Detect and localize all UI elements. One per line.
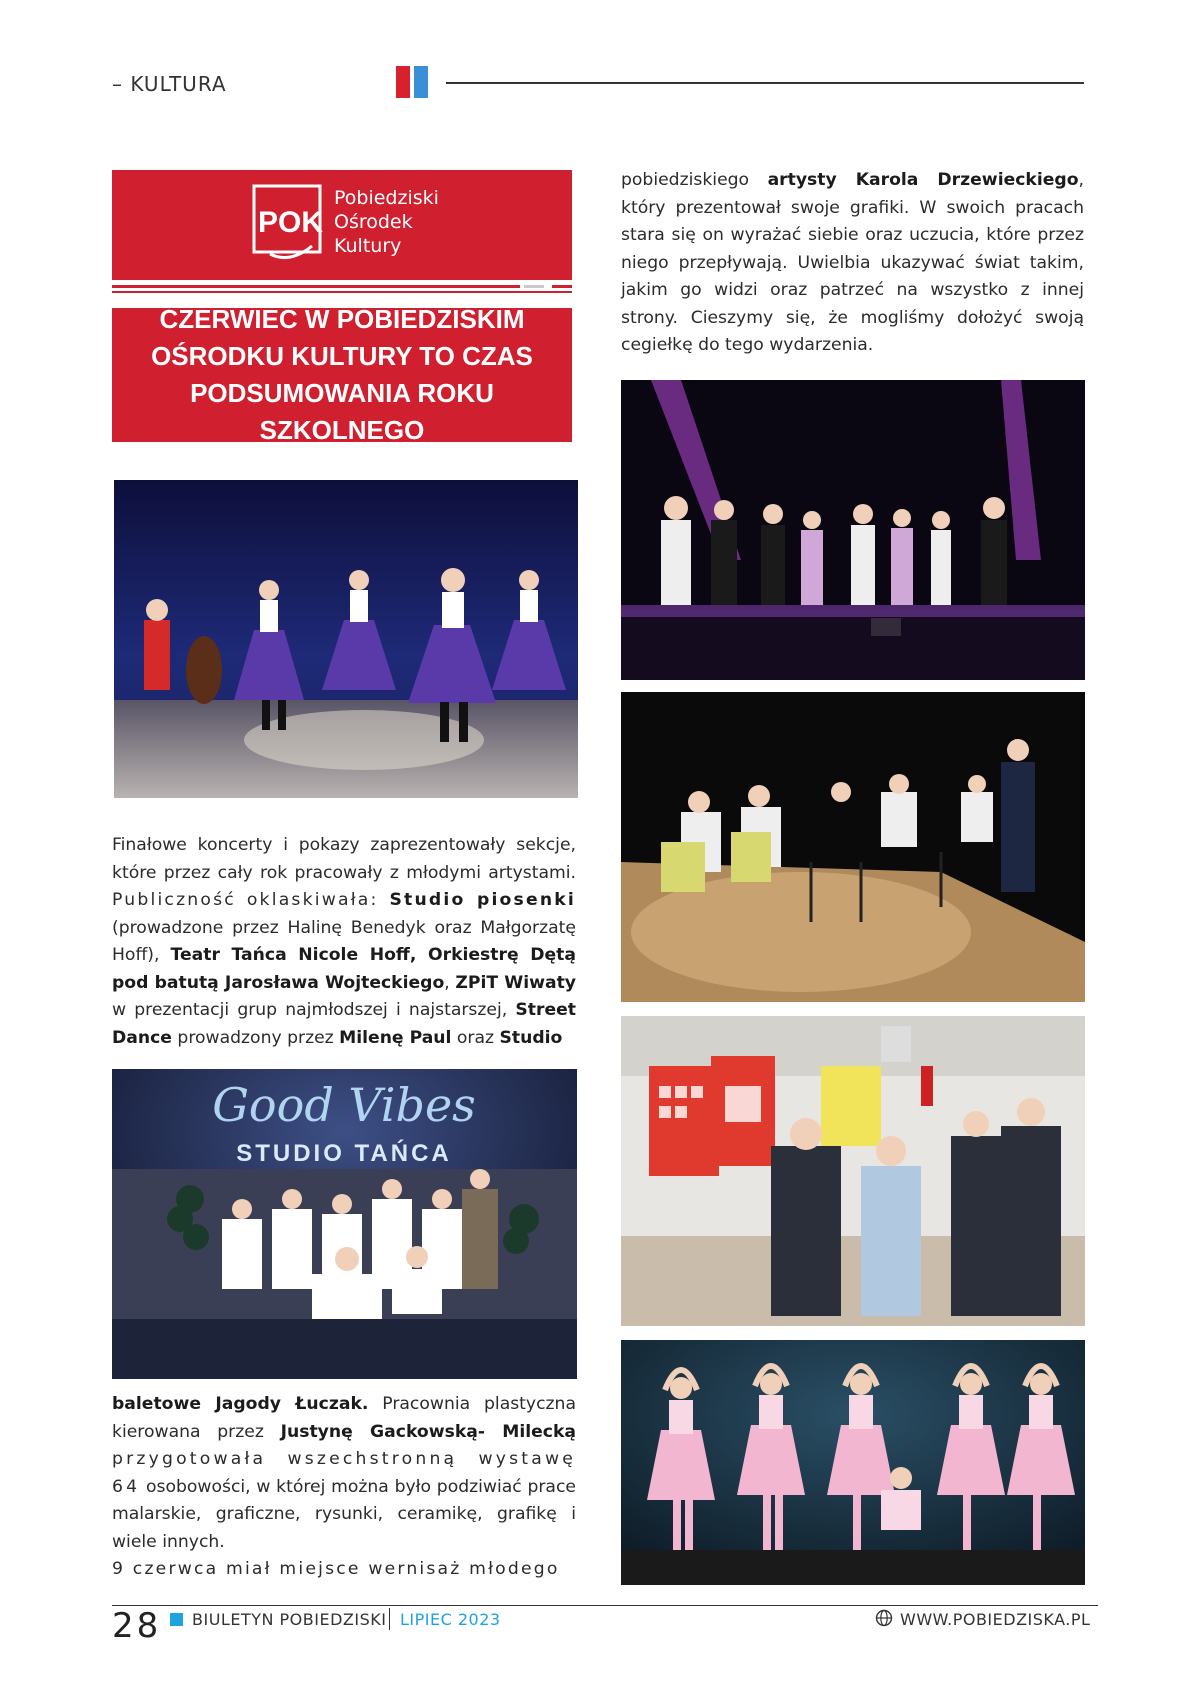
p1-milena-paul: Milenę Paul	[339, 1027, 452, 1048]
banner-good-vibes: Good Vibes	[212, 1078, 476, 1132]
logo-stripe	[112, 285, 520, 288]
p3-intro: pobiedziskiego	[621, 170, 768, 190]
p2-studio-baletowe: baletowe Jagody Łuczak.	[112, 1394, 369, 1414]
page-number: 28	[112, 1606, 162, 1646]
photo-good-vibes-studio	[112, 1069, 577, 1379]
article-paragraph-2	[112, 1391, 576, 1584]
logo-line-3: Kultury	[334, 235, 402, 257]
pok-logo-icon	[250, 182, 328, 262]
p3-body: , który prezentował swoje grafiki. W swoich pracach stara się on wyrażać siebie oraz uczucia, które przez niego przepływają. Uwielbia ukazywać świat takim, jakim go widzi oraz patrzeć na wszystko z innej strony. Cieszymy się, że mogliśmy dołożyć swoją cegiełkę do tego wydarzenia.	[621, 170, 1084, 355]
footer-separator	[389, 1608, 390, 1630]
footer-publication: BIULETYN POBIEDZISKI	[192, 1610, 387, 1629]
logo-text	[334, 186, 439, 258]
section-label: – KULTURA	[112, 72, 227, 96]
p2-pracownia: Pracownia plastyczna kierowana przez	[112, 1394, 576, 1442]
logo-line-2: Ośrodek	[334, 211, 413, 233]
logo-mark-text: POK	[258, 206, 324, 239]
header-rule	[446, 82, 1084, 84]
p1-intro: Finałowe koncerty i pokazy zaprezentowały sekcje, które przez cały rok pracowały z młodymi artystami.	[112, 835, 576, 883]
footer-rule	[112, 1605, 1098, 1606]
footer-issue: LIPIEC 2023	[400, 1610, 501, 1629]
p1-teatr-orkiestra: Teatr Tańca Nicole Hoff, Orkiestrę Dętą pod batutą Jarosława Wojteckiego	[112, 945, 576, 993]
p1-street-dance: Street Dance	[112, 1000, 576, 1048]
title-line-2: OŚRODKU KULTURY TO CZAS	[151, 341, 533, 371]
photo-ballet	[621, 1340, 1085, 1585]
p2-osobowosci: osobowości, w której można było podziwiać prace malarskie, graficzne, rysunki, ceramikę, grafikę i wiele innych.	[112, 1476, 576, 1552]
globe-icon	[875, 1609, 893, 1627]
p2-wystawa: przygotowała wszechstronną wystawę 64	[112, 1449, 576, 1497]
title-line-3: PODSUMOWANIA ROKU SZKOLNEGO	[190, 378, 494, 445]
logo-stripe-thin	[112, 291, 572, 293]
p1-groups: w prezentacji grup najmłodszej i najstarszej,	[112, 1000, 516, 1020]
logo-line-1: Pobiedziski	[334, 187, 439, 209]
article-paragraph-3	[621, 167, 1084, 360]
photo-stage-choir	[621, 380, 1085, 680]
flag-red-bar	[396, 66, 410, 98]
footer-blue-square	[170, 1613, 183, 1626]
p3-karol: artysty Karola Drzewieckiego	[767, 170, 1079, 190]
p1-leaders: (prowadzone przez Halinę Benedyk oraz Małgorzatę Hoff),	[112, 917, 576, 965]
p1-studio: Studio	[499, 1027, 563, 1048]
article-title	[112, 304, 572, 445]
p1-studio-piosenki: Studio piosenki	[389, 890, 576, 910]
photo-orchestra	[621, 692, 1085, 1002]
title-line-1: CZERWIEC W POBIEDZISKIM	[159, 304, 525, 334]
p1-and: oraz	[451, 1027, 500, 1048]
footer-url[interactable]: WWW.POBIEDZISKA.PL	[900, 1610, 1091, 1629]
photo-folk-dancers	[114, 480, 578, 798]
p2-wernisaz: 9 czerwca miał miejsce wernisaż młodego	[112, 1559, 560, 1579]
article-paragraph-1	[112, 832, 576, 1060]
p1-wiwaty: ZPiT Wiwaty	[455, 972, 576, 993]
logo-stripe-end	[552, 285, 572, 288]
p1-comma: ,	[444, 972, 456, 993]
photo-exhibition	[621, 1016, 1085, 1326]
logo-stripe-grey	[524, 285, 544, 288]
p1-led-by: prowadzony przez	[171, 1027, 340, 1048]
p1-audience: Publiczność oklaskiwała:	[112, 890, 390, 910]
p2-justyna: Justynę Gackowską- Milecką	[280, 1421, 577, 1442]
flag-blue-bar	[414, 66, 428, 98]
pok-logo-box	[112, 170, 572, 280]
banner-studio-tanca: STUDIO TAŃCA	[236, 1140, 452, 1167]
